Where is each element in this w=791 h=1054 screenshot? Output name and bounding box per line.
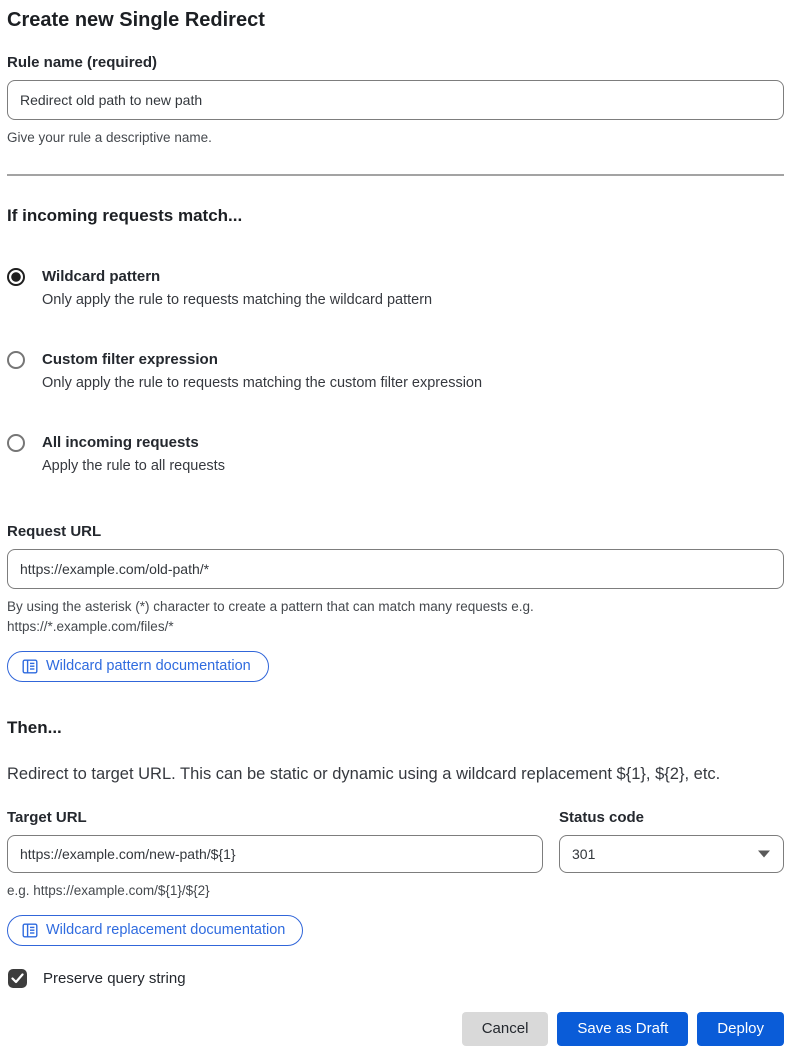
- target-url-label: Target URL: [7, 809, 87, 826]
- radio-option-description: Only apply the rule to requests matching the custom filter expression: [42, 375, 483, 391]
- request-url-helper: [7, 597, 784, 637]
- rule-name-input[interactable]: [7, 80, 784, 120]
- radio-option-description: Only apply the rule to requests matching the wildcard pattern: [42, 292, 433, 308]
- rule-name-helper: Give your rule a descriptive name.: [7, 130, 212, 145]
- chevron-down-icon: [758, 851, 770, 858]
- doc-button-label: Wildcard replacement documentation: [46, 922, 286, 938]
- radio-option-label: All incoming requests: [42, 434, 199, 451]
- rule-name-label: Rule name (required): [7, 54, 158, 71]
- request-url-helper-line1: By using the asterisk (*) character to create a pattern that can match many requests e.g.: [7, 599, 534, 614]
- radio-option-custom-filter-expression[interactable]: [7, 350, 784, 393]
- target-url-status-row: [7, 809, 784, 873]
- radio-option-label: Wildcard pattern: [42, 268, 161, 285]
- target-url-input[interactable]: [7, 835, 543, 873]
- match-type-radio-group: [7, 267, 784, 476]
- radio-selected-icon[interactable]: [7, 268, 25, 286]
- then-section-heading: Then...: [7, 718, 62, 737]
- book-icon: [22, 923, 38, 938]
- preserve-query-string-label: Preserve query string: [43, 970, 186, 987]
- section-divider: [7, 174, 784, 176]
- deploy-button[interactable]: Deploy: [697, 1012, 784, 1046]
- radio-unselected-icon[interactable]: [7, 434, 25, 452]
- cancel-button[interactable]: Cancel: [462, 1012, 549, 1046]
- match-section-heading: If incoming requests match...: [7, 206, 243, 225]
- then-section-description: Redirect to target URL. This can be static or dynamic using a wildcard replacement ${1}, ${2}, etc.: [7, 765, 721, 783]
- checkbox-checked-icon[interactable]: [8, 969, 27, 988]
- check-icon: [11, 973, 24, 984]
- preserve-query-string-row[interactable]: [7, 969, 784, 988]
- book-icon: [22, 659, 38, 674]
- radio-option-wildcard-pattern[interactable]: [7, 267, 784, 310]
- wildcard-pattern-documentation-button[interactable]: [7, 651, 269, 682]
- radio-option-all-incoming-requests[interactable]: [7, 433, 784, 476]
- target-url-helper: e.g. https://example.com/${1}/${2}: [7, 883, 210, 898]
- request-url-label: Request URL: [7, 523, 102, 540]
- footer-actions: [7, 1012, 784, 1054]
- status-code-value: 301: [572, 846, 596, 862]
- radio-option-label: Custom filter expression: [42, 351, 218, 368]
- save-as-draft-button[interactable]: Save as Draft: [557, 1012, 688, 1046]
- page-title: Create new Single Redirect: [7, 9, 265, 31]
- status-code-select[interactable]: [559, 835, 784, 873]
- status-code-label: Status code: [559, 809, 645, 826]
- radio-option-description: Apply the rule to all requests: [42, 458, 225, 474]
- request-url-input[interactable]: [7, 549, 784, 589]
- wildcard-replacement-documentation-button[interactable]: [7, 915, 303, 946]
- doc-button-label: Wildcard pattern documentation: [46, 658, 251, 674]
- radio-unselected-icon[interactable]: [7, 351, 25, 369]
- request-url-helper-line2: https://*.example.com/files/*: [7, 619, 174, 634]
